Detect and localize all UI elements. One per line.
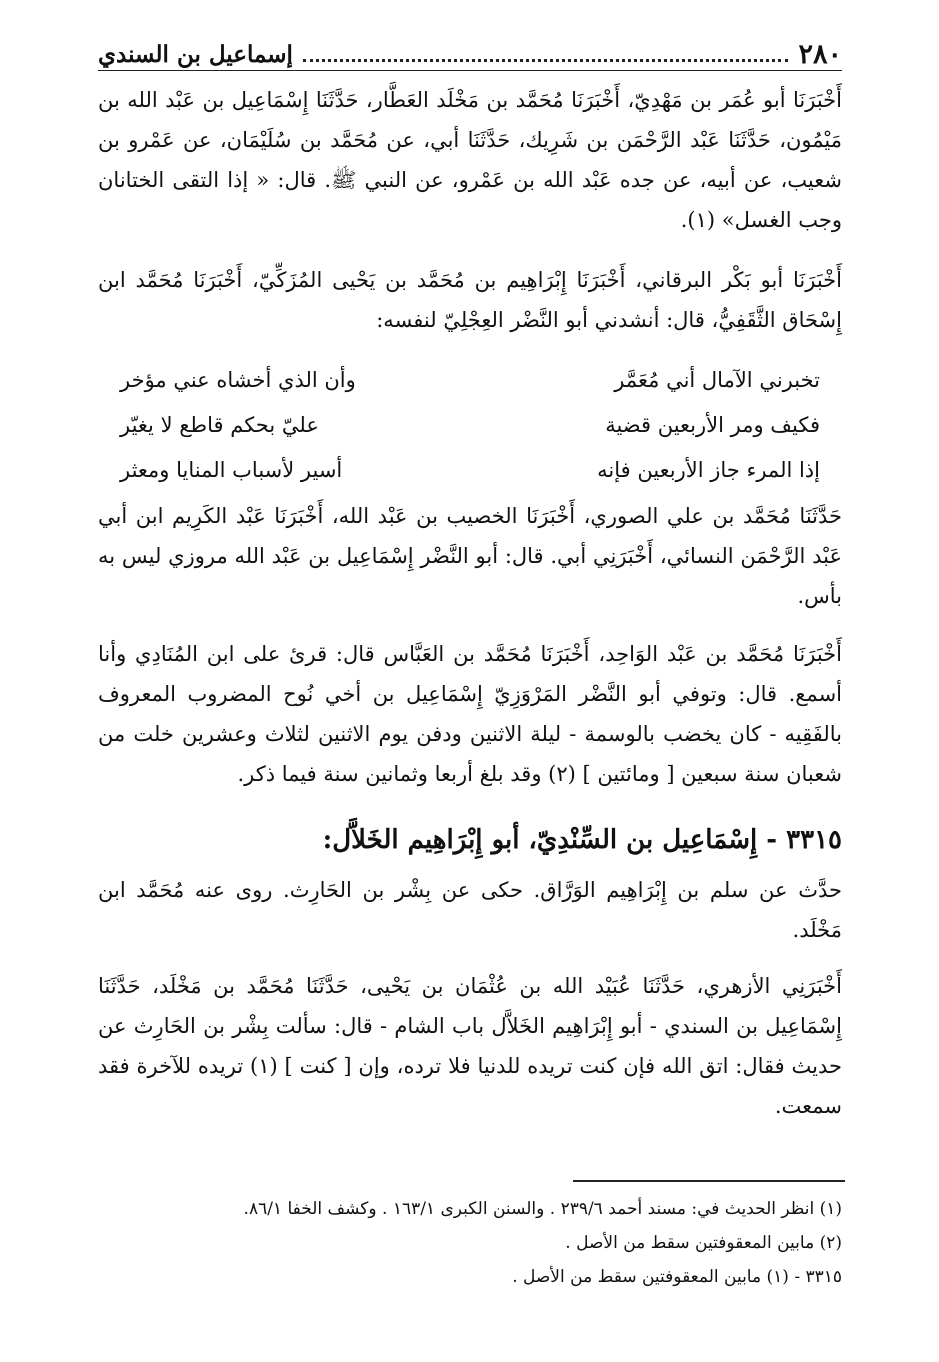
footnote-1: (١) انظر الحديث في: مسند أحمد ٢٣٩/٦ . والسنن الكبرى ١٦٣/١ . وكشف الخفا ٨٦/١. — [243, 1199, 842, 1219]
entry-paragraph-hadith: أَخْبَرَنِي الأزهري، حَدَّثَنَا عُبَيْد الله بن عُثْمَان بن يَحْيى، حَدَّثَنَا مُحَمَّد بن مَخْلَد، حَدَّثَنَا إِسْمَاعِيل بن السندي - أبو إِبْرَاهِيم الخَلاَّل باب الشام - قال: سألت بِشْر بن الحَارِث عن حديث فقال: اتق الله فإن كنت تريده للدنيا فلا ترده، وإن [ كنت ] (١) تريده للآخرة فقد سمعت. — [98, 974, 842, 1118]
header-dot-leader — [303, 59, 789, 62]
verse-second-hemistich: وأن الذي أخشاه عني مؤخر — [120, 368, 356, 392]
poem — [120, 358, 820, 493]
verse-first-hemistich: إذا المرء جاز الأربعين فإنه — [597, 458, 820, 482]
footnote-rule — [573, 1180, 845, 1182]
footnote-2: (٢) مابين المعقوفتين سقط من الأصل . — [565, 1233, 842, 1253]
header-rule — [98, 70, 842, 71]
verse-line — [120, 358, 820, 403]
paragraph-nasai: حَدَّثَنَا مُحَمَّد بن علي الصوري، أَخْبَرَنَا الخصيب بن عَبْد الله، أَخْبَرَنَا عَبْد الكَرِيم ابن أبي عَبْد الرَّحْمَن النسائي، أَخْبَرَنِي أبي. قال: أبو النَّضْر إِسْمَاعِيل بن عَبْد الله مروزي ليس به بأس. — [98, 504, 842, 608]
page-header — [98, 36, 842, 70]
footnotes — [98, 1192, 842, 1294]
verse-first-hemistich: تخبرني الآمال أني مُعَمَّر — [614, 368, 820, 392]
running-title: إسماعيل بن السندي — [98, 41, 293, 68]
verse-second-hemistich: أسير لأسباب المنايا ومعثر — [120, 458, 343, 482]
entry-heading: ٣٣١٥ - إِسْمَاعِيل بن السِّنْدِيّ، أبو إِبْرَاهِيم الخَلاَّل: — [322, 825, 842, 855]
verse-line — [120, 403, 820, 448]
footnote-3315-1: ٣٣١٥ - (١) مابين المعقوفتين سقط من الأصل . — [512, 1267, 842, 1287]
paragraph-death-date: أَخْبَرَنَا مُحَمَّد بن عَبْد الوَاحِد، أَخْبَرَنَا مُحَمَّد بن العَبَّاس قال: قرئ على ابن المُنَادِي وأنا أسمع. قال: وتوفي أبو النَّضْر المَرْوَزِيّ إِسْمَاعِيل بن أخي نُوح المضروب المعروف بالفَقِيه - كان يخضب بالوسمة - ليلة الاثنين ودفن يوم الاثنين لثلاث وعشرين خلت من شعبان سنة سبعين [ ومائتين ] (٢) وقد بلغ أربعا وثمانين سنة فيما ذكر. — [98, 642, 842, 786]
page-number: ٢٨٠ — [798, 39, 842, 70]
verse-second-hemistich: عليّ بحكم قاطع لا يغيّر — [120, 413, 319, 437]
paragraph-poem-intro: أَخْبَرَنَا أبو بَكْر البرقاني، أَخْبَرَنَا إِبْرَاهِيم بن مُحَمَّد بن يَحْيى المُزَكِّيّ، أَخْبَرَنَا مُحَمَّد ابن إِسْحَاق الثَّقَفِيُّ، قال: أنشدني أبو النَّضْر العِجْلِيّ لنفسه: — [98, 268, 842, 332]
entry-paragraph-bio: حدَّث عن سلم بن إِبْرَاهِيم الوَرَّاق. حكى عن بِشْر بن الحَارِث. روى عنه مُحَمَّد ابن مَخْلَد. — [98, 878, 842, 942]
verse-line — [120, 448, 820, 493]
paragraph-hadith-1: أَخْبَرَنَا أبو عُمَر بن مَهْدِيّ، أَخْبَرَنَا مُحَمَّد بن مَخْلَد العَطَّار، حَدَّثَنَا إِسْمَاعِيل بن عَبْد الله بن مَيْمُون، حَدَّثَنَا عَبْد الرَّحْمَن بن شَرِيك، حَدَّثَنَا أبي، عن مُحَمَّد بن سُلَيْمَان، عن عَمْرو بن شعيب، عن أبيه، عن جده عَبْد الله بن عَمْرو، عن النبي ﷺ. قال: « إذا التقى الختانان وجب الغسل» (١). — [98, 88, 842, 232]
verse-first-hemistich: فكيف ومر الأربعين قضية — [605, 413, 820, 437]
